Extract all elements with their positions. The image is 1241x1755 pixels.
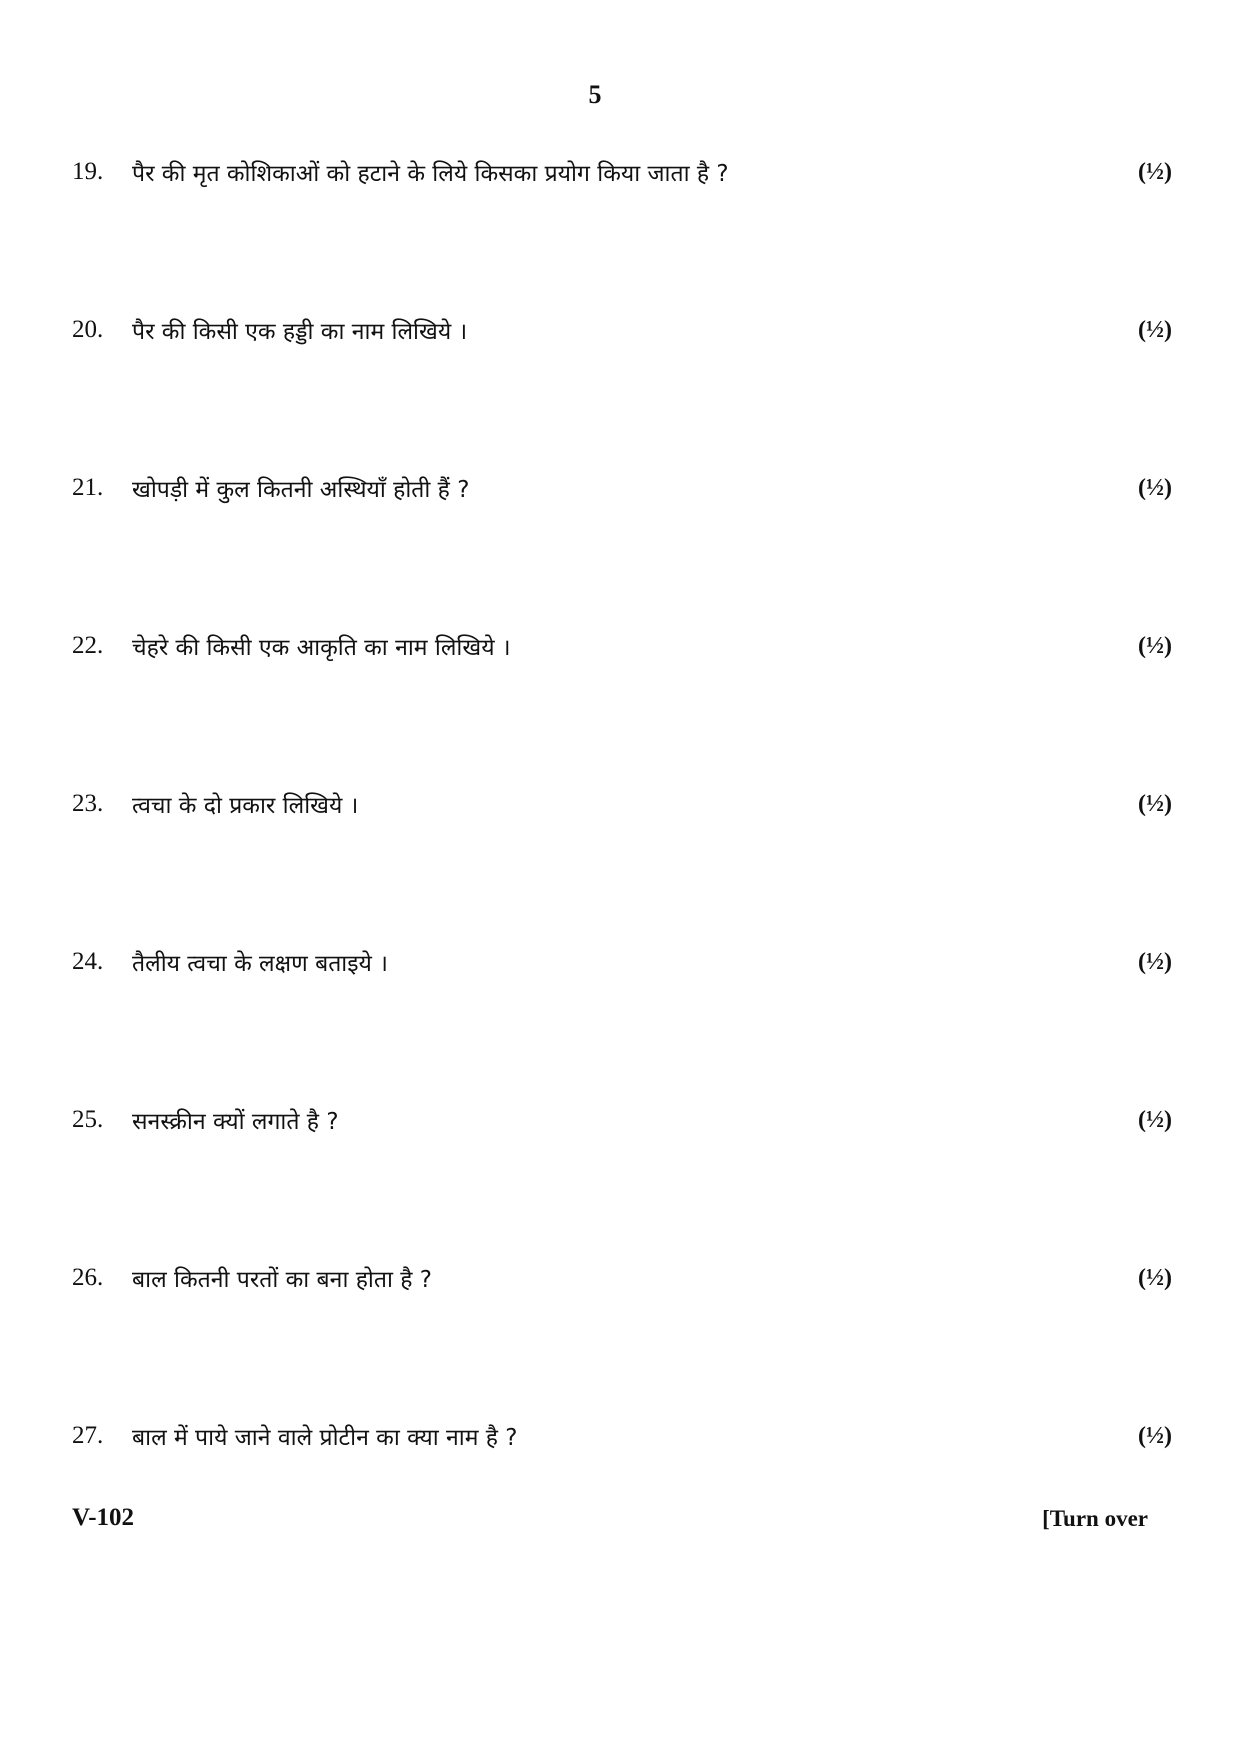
- question-marks: (½): [1138, 1264, 1172, 1291]
- question-26: [72, 1258, 1172, 1298]
- question-number: 21.: [72, 474, 104, 501]
- question-marks: (½): [1138, 1422, 1172, 1449]
- question-text: चेहरे की किसी एक आकृति का नाम लिखिये ।: [132, 635, 511, 661]
- question-number: 26.: [72, 1264, 104, 1291]
- question-marks: (½): [1138, 948, 1172, 975]
- page-number: 5: [588, 80, 602, 109]
- question-number: 24.: [72, 948, 104, 975]
- question-27: [72, 1416, 1172, 1456]
- question-text: बाल कितनी परतों का बना होता है ?: [132, 1267, 432, 1293]
- question-text: खोपड़ी में कुल कितनी अस्थियाँ होती हैं ?: [132, 477, 470, 503]
- question-text: तैलीय त्वचा के लक्षण बताइये ।: [132, 951, 388, 977]
- question-marks: (½): [1138, 790, 1172, 817]
- question-number: 20.: [72, 316, 104, 343]
- question-text: पैर की किसी एक हड्डी का नाम लिखिये ।: [132, 319, 468, 345]
- question-24: [72, 942, 1172, 982]
- question-marks: (½): [1138, 1106, 1172, 1133]
- question-text: त्वचा के दो प्रकार लिखिये ।: [132, 793, 359, 819]
- question-19: [72, 152, 1172, 192]
- question-text: बाल में पाये जाने वाले प्रोटीन का क्या नाम है ?: [132, 1425, 518, 1451]
- question-number: 27.: [72, 1422, 104, 1449]
- question-marks: (½): [1138, 474, 1172, 501]
- question-20: [72, 310, 1172, 350]
- question-marks: (½): [1138, 316, 1172, 343]
- question-number: 25.: [72, 1106, 104, 1133]
- question-text: पैर की मृत कोशिकाओं को हटाने के लिये किसका प्रयोग किया जाता है ?: [132, 161, 729, 187]
- question-number: 22.: [72, 632, 104, 659]
- question-marks: (½): [1138, 158, 1172, 185]
- paper-code: V-102: [72, 1504, 135, 1531]
- question-marks: (½): [1138, 632, 1172, 659]
- question-23: [72, 784, 1172, 824]
- question-25: [72, 1100, 1172, 1140]
- question-number: 19.: [72, 158, 104, 185]
- question-21: [72, 468, 1172, 508]
- question-22: [72, 626, 1172, 666]
- question-text: सनस्क्रीन क्यों लगाते है ?: [132, 1109, 339, 1135]
- turn-over-note: [Turn over: [1042, 1506, 1148, 1531]
- question-number: 23.: [72, 790, 104, 817]
